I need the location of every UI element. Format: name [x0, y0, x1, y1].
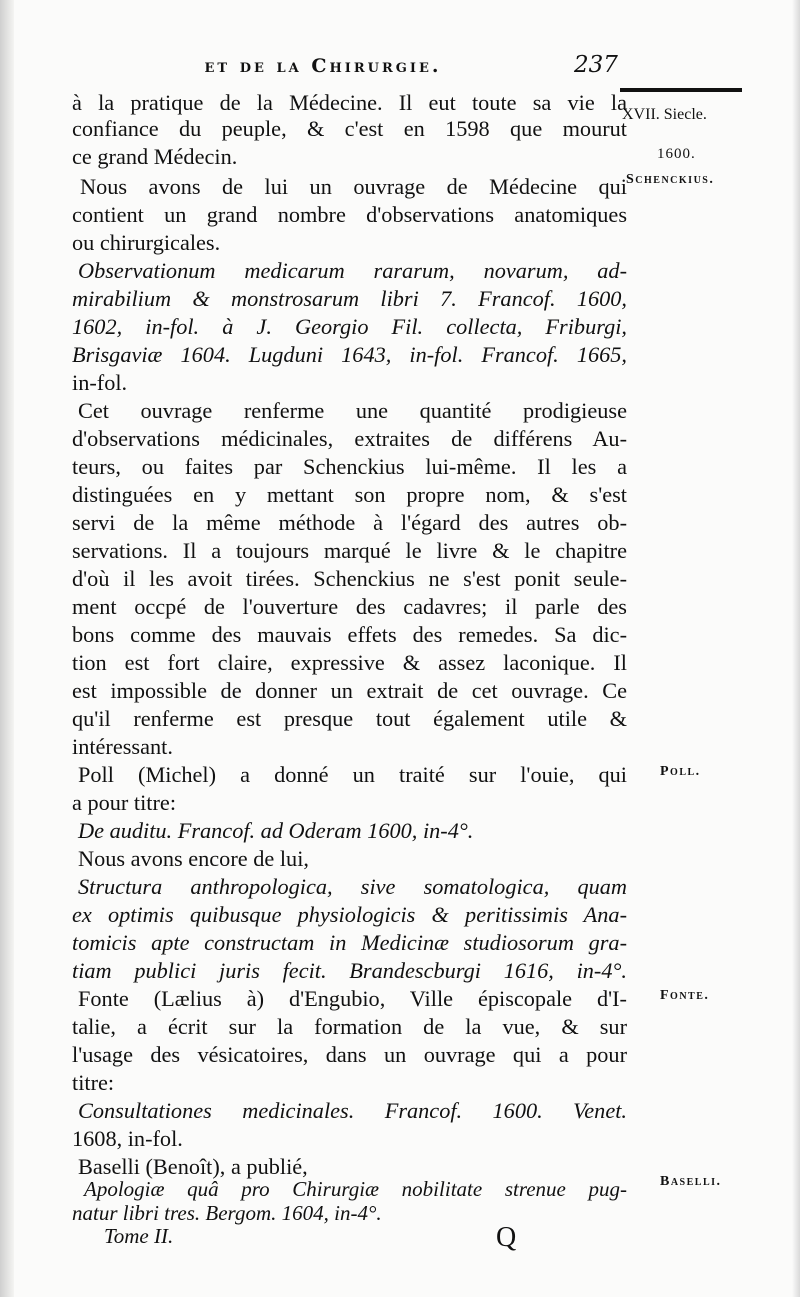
text-line: De auditu. Francof. ad Oderam 1600, in-4°.	[78, 818, 474, 843]
text-line: Fonte (Lælius à) d'Engubio, Ville épiscopale d'I-	[78, 986, 627, 1011]
text-line: Poll (Michel) a donné un traité sur l'ouie, qui	[78, 762, 627, 787]
margin-note-baselli: Baselli.	[660, 1174, 722, 1189]
text-line: à la pratique de la Médecine. Il eut toute sa vie la	[72, 90, 627, 115]
text-line: Brisgaviæ 1604. Lugduni 1643, in-fol. Francof. 1665,	[72, 342, 627, 367]
text-line: qu'il renferme est presque tout également utile &	[72, 706, 627, 731]
signature-mark: Q	[496, 1222, 517, 1253]
running-head: et de la Chirurgie.	[204, 55, 442, 77]
text-line: Consultationes medicinales. Francof. 1600. Venet.	[78, 1098, 627, 1123]
text-line: l'usage des vésicatoires, dans un ouvrage qui a pour	[72, 1042, 627, 1067]
text-line: Structura anthropologica, sive somatologica, quam	[78, 874, 627, 899]
text-line: titre:	[72, 1070, 115, 1095]
text-line: d'observations médicinales, extraites de différens Au-	[72, 426, 627, 451]
text-line: Baselli (Benoît), a publié,	[78, 1154, 308, 1179]
text-line: 1608, in-fol.	[72, 1126, 183, 1151]
text-line: talie, a écrit sur la formation de la vue, & sur	[72, 1014, 627, 1039]
text-line: contient un grand nombre d'observations anatomiques	[72, 202, 627, 227]
text-line: tiam publici juris fecit. Brandescburgi 1616, in-4°.	[72, 958, 627, 983]
text-line: a pour titre:	[72, 790, 177, 815]
text-line: ment occpé de l'ouverture des cadavres; il parle des	[72, 594, 627, 619]
text-line: Nous avons encore de lui,	[78, 846, 309, 871]
page-left-edge-shadow	[0, 0, 14, 1297]
text-line: teurs, ou faites par Schenckius lui-même. Il les a	[72, 454, 627, 479]
text-line: tomicis apte constructam in Medicinæ studiosorum gra-	[72, 930, 627, 955]
tome-footer: Tome II.	[104, 1224, 174, 1248]
margin-note-year: 1600.	[657, 146, 696, 162]
text-line: 1602, in-fol. à J. Georgio Fil. collecta, Friburgi,	[72, 314, 627, 339]
page-number: 237	[574, 52, 618, 78]
text-line: in-fol.	[72, 370, 128, 395]
text-line: bons comme des mauvais effets des remedes. Sa dic-	[72, 622, 627, 647]
text-line: intéressant.	[72, 734, 173, 759]
text-line: mirabilium & monstrosarum libri 7. Francof. 1600,	[72, 286, 627, 311]
text-line: confiance du peuple, & c'est en 1598 que mourut	[72, 116, 627, 141]
text-line: tion est fort claire, expressive & assez laconique. Il	[72, 650, 627, 675]
page-right-edge-shadow	[792, 0, 800, 1297]
text-line: natur libri tres. Bergom. 1604, in-4°.	[72, 1201, 382, 1225]
margin-note-century: XVII. Siecle.	[622, 106, 707, 123]
text-line: Apologiæ quâ pro Chirurgiæ nobilitate strenue pug-	[84, 1177, 627, 1201]
margin-rule	[620, 88, 742, 92]
text-line: servations. Il a toujours marqué le livre & le chapitre	[72, 538, 627, 563]
text-line: ou chirurgicales.	[72, 230, 221, 255]
text-line: d'où il les avoit tirées. Schenckius ne s'est ponit seule-	[72, 566, 627, 591]
text-line: Cet ouvrage renferme une quantité prodigieuse	[78, 398, 627, 423]
margin-note-poll: Poll.	[660, 764, 701, 779]
text-line: Observationum medicarum rararum, novarum, ad-	[78, 258, 627, 283]
margin-note-fonte: Fonte.	[660, 988, 710, 1003]
text-line: ce grand Médecin.	[72, 144, 238, 169]
text-line: Nous avons de lui un ouvrage de Médecine qui	[80, 174, 627, 199]
text-line: servi de la même méthode à l'égard des autres ob-	[72, 510, 627, 535]
margin-note-schenckius: Schenckius.	[626, 172, 715, 187]
text-line: ex optimis quibusque physiologicis & peritissimis Ana-	[72, 902, 627, 927]
text-line: est impossible de donner un extrait de cet ouvrage. Ce	[72, 678, 627, 703]
text-line: distinguées en y mettant son propre nom, & s'est	[72, 482, 627, 507]
